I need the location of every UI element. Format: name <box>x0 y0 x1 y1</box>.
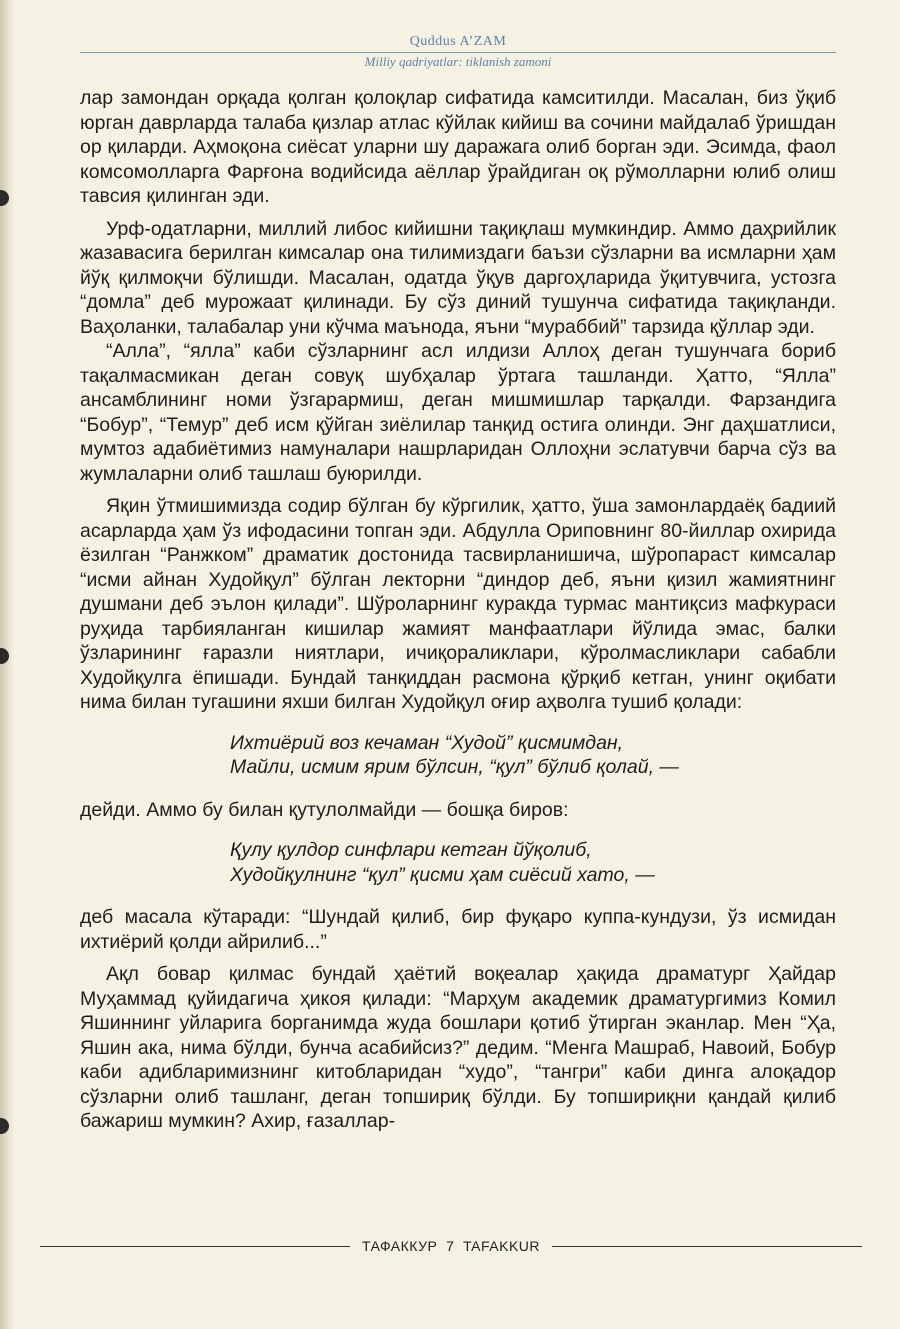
verse-quote <box>80 838 836 887</box>
footer-page-label: ТАФАККУР 7 TAFAKKUR <box>361 1238 541 1254</box>
article-body <box>80 86 836 1134</box>
paragraph: Ақл бовар қилмас бундай ҳаётий воқеалар ҳақида драматург Ҳайдар Муҳаммад қуйидагича ҳикоя қилади: “Марҳум академик драматургимиз Комил Яшиннинг уйларига борганимда жуда бошлари қотиб ўтирган эканлар. Мен “Ҳа, Яшин ака, нима бўлди, бунча асабийсиз?” дедим. “Менга Машраб, Навоий, Бобур каби адибларимизнинг китобларидан “худо”, “тангри” каби динга алоқадор сўзларни олиб ташланг, деган топшириқ бўлди. Бу топшириқни қандай қилиб бажариш мумкин? Ахир, ғазаллар- <box>80 963 836 1132</box>
paragraph: Яқин ўтмишимизда содир бўлган бу кўргилик, ҳатто, ўша замонлардаёқ бадиий асарларда ҳам ўз ифодасини топган эди. Абдулла Ориповнинг 80-йиллар охирида ёзилган “Ранжком” драматик достонида тасвирланишича, шўропараст кимсалар “исми айнан Худойқул” бўлган лекторни “диндор деб, яъни қизил жамиятнинг душмани деб эълон қилади”. Шўроларнинг куракда турмас мантиқсиз мафкураси руҳида тарбияланган кишилар жамият манфаатлари йўлида эмас, балки ўзларининг ғаразли ниятлари, ичиқораликлари, кўролмасликлари сабабли Худойқулга ёпишади. Бундай танқиддан расмона қўрқиб кетган, унинг оқибати нима билан тугашини яхши билган Худойқул оғир аҳволга тушиб қолади: <box>80 495 836 713</box>
page-footer <box>40 1238 862 1254</box>
verse-line: Майли, исмим ярим бўлсин, “қул” бўлиб қолай, — <box>230 756 679 778</box>
verse-line: Ихтиёрий воз кечаман “Худой” қисмимдан, <box>230 731 624 754</box>
paragraph: дейди. Аммо бу билан қутулолмайди — бошқа биров: <box>80 798 569 821</box>
verse-quote <box>80 731 836 780</box>
footer-rule-left <box>40 1246 350 1247</box>
paragraph: “Алла”, “ялла” каби сўзларнинг асл илдизи Аллоҳ деган тушунчага бориб тақалмасмикан деган совуқ шубҳалар ўртага ташланди. Ҳатто, “Ялла” ансамблининг номи ўзгарармиш, деган мишмишлар тарқалди. Фарзандига “Бобур”, “Темур” деб исм қўйган зиёлилар танқид остига олинди. Энг даҳшатлиси, мумтоз адабиётимиз намуналари нашрларидан Оллоҳни эслатувчи барча сўз ва жумлаларни олиб ташлаш буюрилди. <box>80 340 836 485</box>
header-subtitle: Milliy qadriyatlar: tiklanish zamoni <box>364 54 552 69</box>
paragraph: Урф-одатларни, миллий либос кийишни тақиқлаш мумкиндир. Аммо даҳрийлик жазавасига берилган кимсалар она тилимиздаги баъзи сўзларни ва исмларни ҳам йўқ қилмоқчи бўлишди. Масалан, одатда ўқув даргоҳларида ўқитувчига, устозга “домла” деб мурожаат қилинади. Бу сўз диний тушунча сифатида тақиқланди. Ваҳоланки, талабалар уни кўчма маънода, яъни “мураббий” тарзида қўллар эди. <box>80 217 836 338</box>
header-rule <box>80 52 836 53</box>
footer-rule-right <box>552 1246 862 1247</box>
header-author: Quddus A’ZAM <box>409 34 507 49</box>
paragraph: лар замондан орқада қолган қолоқлар сифатида камситилди. Масалан, биз ўқиб юрган даврларда талаба қизлар атлас кўйлак кийиш ва сочини майдалаб ўришдан ор қиларди. Аҳмоқона сиёсат уларни шу даражага олиб борган эди. Эсимда, фаол комсомолларга Фарғона водийсида аёллар ўрайдиган оқ рўмолларни юлиб олиш тавсия қилинган эди. <box>80 87 836 207</box>
verse-line: Худойқулнинг “қул” қисми ҳам сиёсий хато, — <box>230 863 655 886</box>
running-header <box>80 34 836 70</box>
paragraph: деб масала кўтаради: “Шундай қилиб, бир фуқаро куппа-кундузи, ўз исмидан ихтиёрий қолди айрилиб...” <box>80 906 836 953</box>
verse-line: Қулу қулдор синфлари кетган йўқолиб, <box>230 839 592 861</box>
